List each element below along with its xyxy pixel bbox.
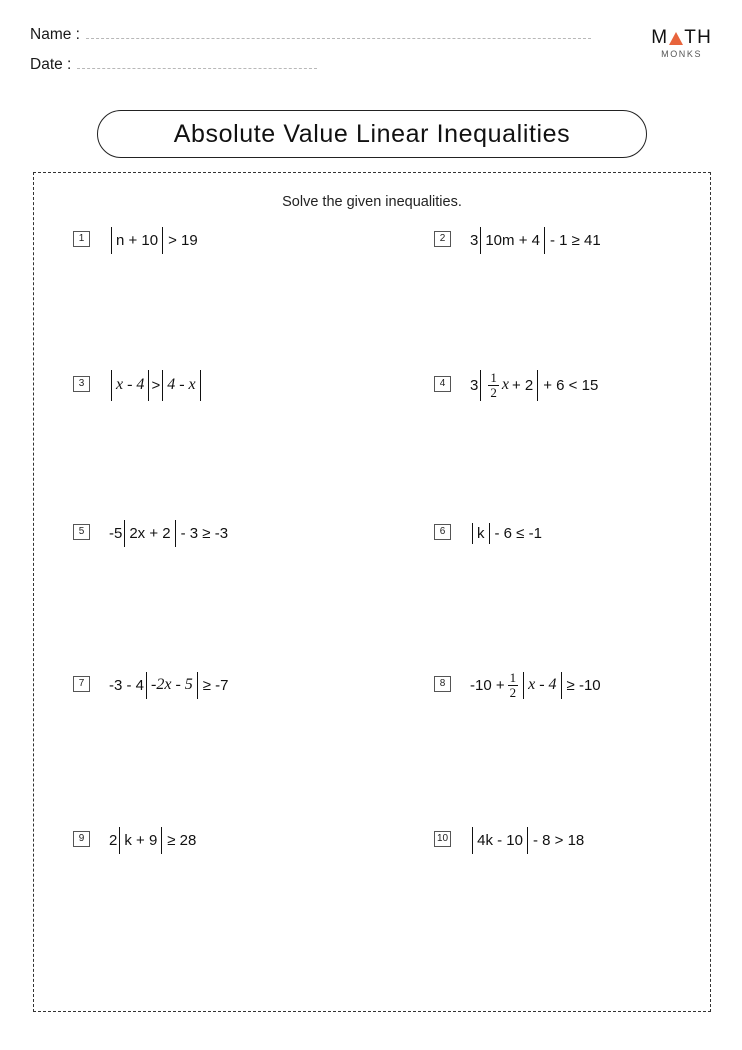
mathmonks-logo: [651, 28, 712, 59]
problem-number: 7: [73, 676, 90, 692]
problem-item-10[interactable]: [372, 828, 710, 948]
abs-inner: x - 4: [528, 676, 557, 693]
problem-number: 6: [434, 524, 451, 540]
problem-grid: [34, 228, 710, 948]
problem-item-8[interactable]: [372, 669, 710, 828]
abs-inner-var: x: [501, 376, 509, 393]
problem-item-4[interactable]: [372, 369, 710, 521]
abs-bars: [480, 227, 545, 254]
logo-text-right: TH: [684, 27, 712, 48]
abs-inner: x - 4: [116, 376, 145, 393]
fraction: [488, 371, 499, 399]
fraction: [508, 671, 519, 699]
problem-number: 2: [434, 231, 451, 247]
problem-expression: [109, 521, 228, 545]
problem-number: 9: [73, 831, 90, 847]
problem-number: 4: [434, 376, 451, 392]
abs-inner: k: [477, 524, 485, 542]
triangle-icon: [669, 32, 683, 45]
expr-tail: ≥ -10: [566, 676, 601, 694]
expr-tail: > 19: [168, 231, 198, 249]
problem-expression: [470, 228, 601, 252]
worksheet-title-box: [97, 110, 647, 158]
date-label: Date :: [30, 56, 72, 73]
abs-bars: [480, 370, 538, 401]
abs-bars: [124, 520, 175, 547]
abs-inner: 10m + 4: [485, 231, 540, 249]
expr-tail: - 8 > 18: [532, 831, 585, 849]
problem-item-9[interactable]: [34, 828, 372, 948]
expr-tail: - 6 ≤ -1: [494, 524, 542, 542]
problem-expression: [109, 228, 198, 252]
expr-tail: - 1 ≥ 41: [549, 231, 601, 249]
abs-bars: [523, 672, 561, 699]
problem-item-1[interactable]: [34, 228, 372, 373]
expr-lead: 3: [470, 376, 479, 394]
abs-inner: k + 9: [124, 831, 158, 849]
expr-lead: -10 +: [470, 676, 505, 694]
problem-row: [34, 521, 710, 673]
abs-inner: 2x + 2: [129, 524, 171, 542]
abs-inner: n + 10: [116, 231, 159, 249]
problem-row: [34, 369, 710, 521]
problem-number: 10: [434, 831, 451, 847]
name-label: Name :: [30, 26, 80, 43]
problem-row: [34, 828, 710, 948]
expr-lead: 2: [109, 831, 118, 849]
page-title: Absolute Value Linear Inequalities: [173, 119, 571, 148]
problem-expression: [470, 669, 601, 700]
logo-text-left: M: [651, 27, 669, 48]
fraction-numerator: 1: [490, 369, 497, 385]
problem-item-6[interactable]: [372, 521, 710, 673]
problem-row: [34, 228, 710, 373]
problem-expression: [470, 521, 542, 545]
fraction-denominator: 2: [509, 684, 517, 700]
abs-bars: [119, 827, 162, 854]
abs-bars: [146, 672, 198, 699]
problem-row: [34, 669, 710, 828]
expr-tail: ≥ -7: [202, 676, 229, 694]
problem-expression: [470, 828, 584, 852]
problem-number: 1: [73, 231, 90, 247]
fraction-denominator: 2: [490, 384, 497, 400]
logo-wordmark: [651, 28, 712, 47]
problem-item-3[interactable]: [34, 373, 372, 521]
problem-number: 3: [73, 376, 90, 392]
fraction-numerator: 1: [509, 669, 517, 685]
abs-bars: [162, 370, 200, 401]
name-input-line[interactable]: [86, 27, 591, 39]
problem-item-5[interactable]: [34, 521, 372, 673]
expr-tail: - 3 ≥ -3: [180, 524, 229, 542]
abs-bars: [111, 227, 163, 254]
date-field-row: [30, 56, 712, 74]
abs-inner: + 2: [511, 376, 534, 394]
abs-inner: -2x - 5: [151, 676, 193, 693]
problem-number: 5: [73, 524, 90, 540]
logo-subtext: MONKS: [661, 49, 703, 59]
expr-lead: -5: [109, 524, 123, 542]
problem-expression: [109, 673, 229, 697]
expr-lead: 3: [470, 231, 479, 249]
abs-bars: [472, 827, 528, 854]
abs-inner: 4k - 10: [477, 831, 523, 849]
worksheet-header: [30, 26, 712, 96]
expr-operator: >: [151, 376, 161, 394]
problem-expression: [109, 373, 203, 397]
abs-bars: [111, 370, 149, 401]
date-input-line[interactable]: [77, 57, 317, 69]
worksheet-body: [33, 172, 711, 1012]
abs-inner: 4 - x: [167, 376, 196, 393]
expr-lead: -3 - 4: [109, 676, 145, 694]
problem-expression: [470, 369, 599, 400]
problem-number: 8: [434, 676, 451, 692]
name-field-row: [30, 26, 712, 44]
expr-tail: + 6 < 15: [543, 376, 599, 394]
expr-tail: ≥ 28: [167, 831, 197, 849]
problem-item-2[interactable]: [372, 228, 710, 373]
problem-item-7[interactable]: [34, 673, 372, 828]
problem-expression: [109, 828, 196, 852]
abs-bars: [472, 523, 490, 544]
instruction-text: Solve the given inequalities.: [282, 194, 462, 210]
